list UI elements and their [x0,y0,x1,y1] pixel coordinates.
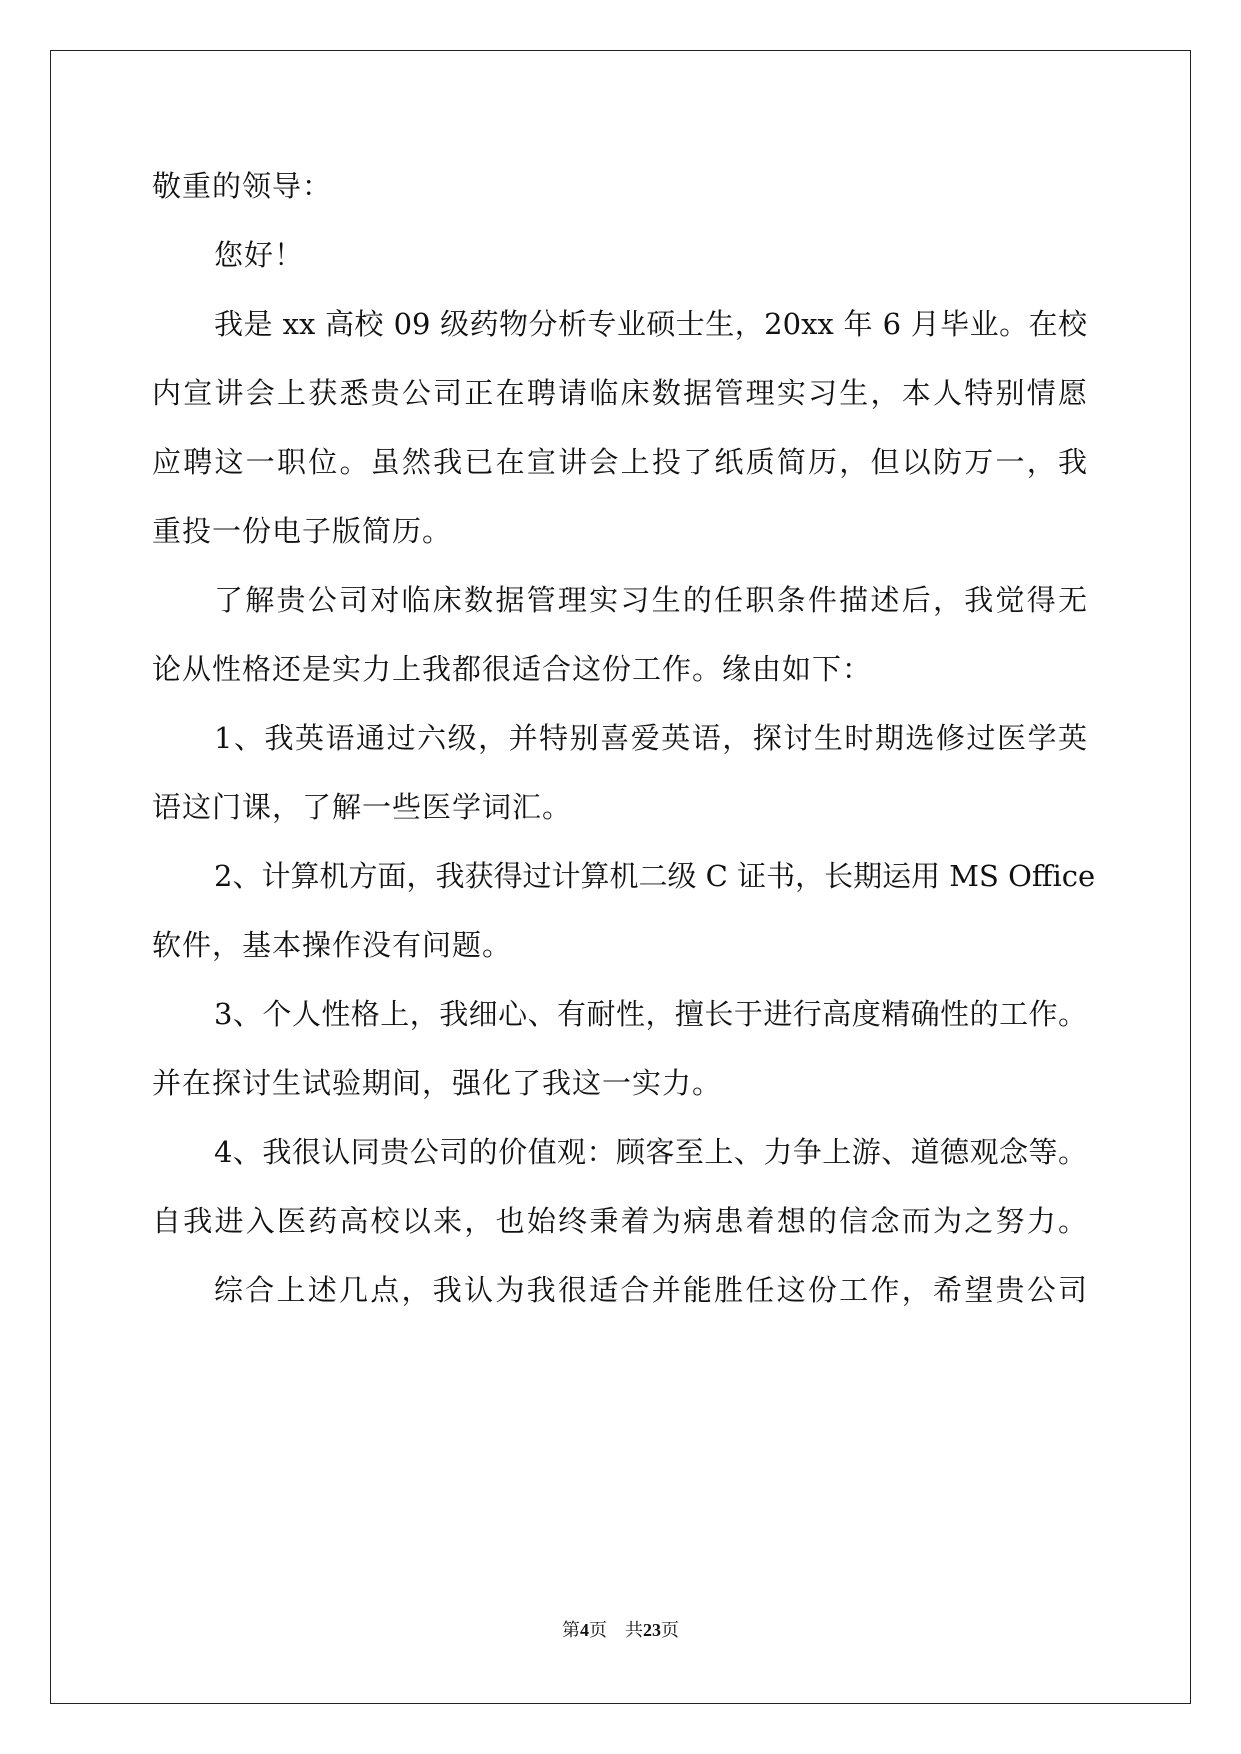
list-item-line: 2、计算机方面，我获得过计算机二级 C 证书，长期运用 MS Office [214,859,1096,893]
paragraph-line: 综合上述几点，我认为我很适合并能胜任这份工作，希望贵公司 [214,1273,1087,1307]
list-item-line: 并在探讨生试验期间，强化了我这一实力。 [152,1066,723,1100]
list-item-line: 自我进入医药高校以来，也始终秉着为病患着想的信念而为之努力。 [152,1204,1087,1238]
footer-prefix: 第 [562,1620,580,1641]
list-item-line: 语这门课，了解一些医学词汇。 [152,790,573,824]
list-item-line: 3、个人性格上，我细心、有耐性，擅长于进行高度精确性的工作。 [214,997,1087,1031]
paragraph-line: 重投一份电子版简历。 [152,514,453,548]
paragraph-line: 应聘这一职位。虽然我已在宣讲会上投了纸质简历，但以防万一，我 [152,445,1087,479]
page-total: 23 [643,1620,661,1640]
page-footer [0,1618,1241,1643]
footer-suffix: 页 [661,1620,679,1641]
page-number: 4 [580,1620,589,1640]
paragraph-line: 内宣讲会上获悉贵公司正在聘请临床数据管理实习生，本人特别情愿 [152,376,1087,410]
paragraph-line: 我是 xx 高校 09 级药物分析专业硕士生，20xx 年 6 月毕业。在校 [214,307,1087,341]
list-item-line: 软件，基本操作没有问题。 [152,928,513,962]
list-item-line: 4、我很认同贵公司的价值观：顾客至上、力争上游、道德观念等。 [214,1135,1087,1169]
paragraph-line: 了解贵公司对临床数据管理实习生的任职条件描述后，我觉得无 [214,583,1087,617]
footer-middle: 页 共 [589,1620,643,1641]
list-item-line: 1、我英语通过六级，并特别喜爱英语，探讨生时期选修过医学英 [214,721,1087,755]
paragraph-line: 论从性格还是实力上我都很适合这份工作。缘由如下： [152,652,873,686]
salutation: 敬重的领导： [152,169,333,203]
greeting: 您好！ [214,238,305,272]
